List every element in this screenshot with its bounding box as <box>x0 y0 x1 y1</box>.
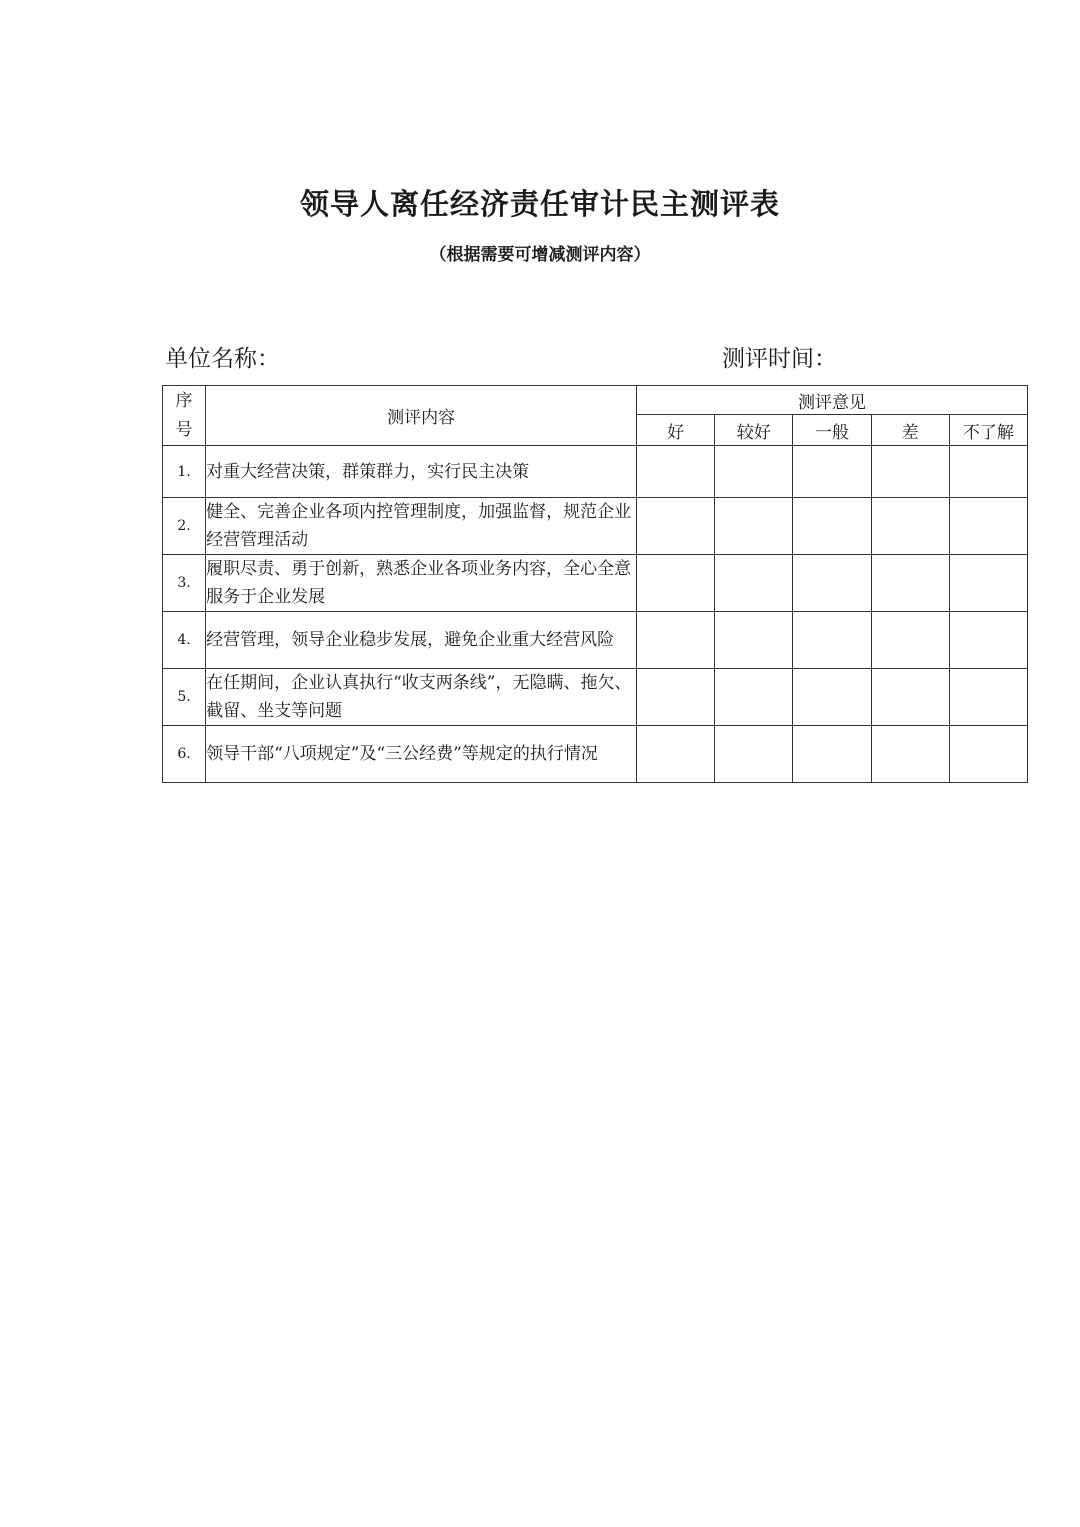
form-subtitle: （根据需要可增减测评内容） <box>429 245 651 265</box>
opinion-cell-fairly-good[interactable] <box>715 555 793 612</box>
opinion-cell-fairly-good[interactable] <box>715 498 793 555</box>
row-number: 5. <box>163 669 206 726</box>
header-option-average: 一般 <box>793 415 871 446</box>
opinion-cell-unknown[interactable] <box>949 498 1027 555</box>
opinion-cell-average[interactable] <box>793 446 871 498</box>
row-content: 健全、完善企业各项内控管理制度，加强监督，规范企业经营管理活动 <box>206 498 637 555</box>
header-option-fairly-good: 较好 <box>715 415 793 446</box>
row-content: 履职尽责、勇于创新，熟悉企业各项业务内容，全心全意服务于企业发展 <box>206 555 637 612</box>
opinion-cell-poor[interactable] <box>871 726 949 783</box>
header-option-poor: 差 <box>871 415 949 446</box>
opinion-cell-fairly-good[interactable] <box>715 726 793 783</box>
table-row <box>163 726 1028 783</box>
opinion-cell-good[interactable] <box>637 446 715 498</box>
opinion-cell-fairly-good[interactable] <box>715 669 793 726</box>
opinion-cell-fairly-good[interactable] <box>715 446 793 498</box>
table-row <box>163 669 1028 726</box>
opinion-cell-poor[interactable] <box>871 498 949 555</box>
header-content: 测评内容 <box>206 386 637 446</box>
opinion-cell-poor[interactable] <box>871 555 949 612</box>
form-title: 领导人离任经济责任审计民主测评表 <box>299 187 780 221</box>
opinion-cell-unknown[interactable] <box>949 446 1027 498</box>
opinion-cell-unknown[interactable] <box>949 726 1027 783</box>
row-number: 6. <box>163 726 206 783</box>
header-opinion: 测评意见 <box>637 386 1028 415</box>
opinion-cell-average[interactable] <box>793 726 871 783</box>
header-option-good: 好 <box>637 415 715 446</box>
table-row <box>163 612 1028 669</box>
opinion-cell-good[interactable] <box>637 498 715 555</box>
row-content: 对重大经营决策，群策群力，实行民主决策 <box>206 446 637 498</box>
header-option-unknown: 不了解 <box>949 415 1027 446</box>
table-row <box>163 555 1028 612</box>
header-serial-line1: 序 <box>175 390 193 411</box>
opinion-cell-average[interactable] <box>793 612 871 669</box>
row-content: 在任期间，企业认真执行“收支两条线”，无隐瞒、拖欠、截留、坐支等问题 <box>206 669 637 726</box>
opinion-cell-poor[interactable] <box>871 669 949 726</box>
unit-name-label: 单位名称： <box>165 346 280 372</box>
opinion-cell-good[interactable] <box>637 726 715 783</box>
row-number: 2. <box>163 498 206 555</box>
opinion-cell-good[interactable] <box>637 669 715 726</box>
row-number: 3. <box>163 555 206 612</box>
row-number: 1. <box>163 446 206 498</box>
opinion-cell-unknown[interactable] <box>949 555 1027 612</box>
table-row <box>163 446 1028 498</box>
opinion-cell-good[interactable] <box>637 555 715 612</box>
opinion-cell-unknown[interactable] <box>949 612 1027 669</box>
evaluation-time-label: 测评时间： <box>722 346 837 372</box>
header-serial-number <box>163 386 206 446</box>
opinion-cell-average[interactable] <box>793 555 871 612</box>
opinion-cell-average[interactable] <box>793 498 871 555</box>
table-row <box>163 498 1028 555</box>
opinion-cell-poor[interactable] <box>871 446 949 498</box>
row-number: 4. <box>163 612 206 669</box>
row-content: 领导干部“八项规定”及“三公经费”等规定的执行情况 <box>206 726 637 783</box>
opinion-cell-unknown[interactable] <box>949 669 1027 726</box>
row-content: 经营管理，领导企业稳步发展，避免企业重大经营风险 <box>206 612 637 669</box>
header-serial-line2: 号 <box>175 419 193 440</box>
opinion-cell-poor[interactable] <box>871 612 949 669</box>
evaluation-table <box>162 385 1028 783</box>
opinion-cell-fairly-good[interactable] <box>715 612 793 669</box>
opinion-cell-average[interactable] <box>793 669 871 726</box>
opinion-cell-good[interactable] <box>637 612 715 669</box>
